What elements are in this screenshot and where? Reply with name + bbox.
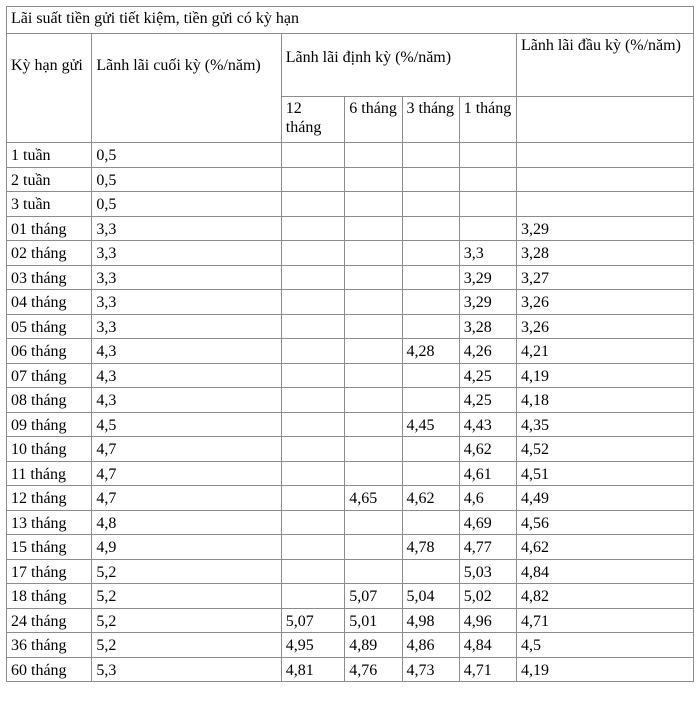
cell-end-of-term: 0,5 [92,167,281,192]
cell-upfront: 4,71 [516,608,693,633]
cell-upfront: 4,19 [516,657,693,682]
table-row [7,339,694,364]
cell-periodic-1: 4,69 [459,510,516,535]
cell-periodic-1: 3,28 [459,314,516,339]
cell-periodic-12 [281,339,344,364]
cell-end-of-term: 3,3 [92,241,281,266]
cell-end-of-term: 4,7 [92,486,281,511]
table-row [7,167,694,192]
cell-periodic-6 [345,363,402,388]
cell-periodic-12 [281,388,344,413]
cell-upfront: 4,18 [516,388,693,413]
cell-periodic-12 [281,167,344,192]
cell-periodic-12 [281,290,344,315]
cell-periodic-6: 5,01 [345,608,402,633]
cell-periodic-12 [281,265,344,290]
cell-periodic-3: 4,45 [402,412,459,437]
cell-periodic-1: 4,71 [459,657,516,682]
cell-periodic-3 [402,510,459,535]
cell-periodic-6 [345,510,402,535]
cell-end-of-term: 4,3 [92,339,281,364]
cell-periodic-12 [281,412,344,437]
cell-periodic-3 [402,388,459,413]
cell-periodic-1: 4,25 [459,363,516,388]
cell-periodic-6 [345,559,402,584]
cell-term: 09 tháng [7,412,92,437]
cell-periodic-6: 4,89 [345,633,402,658]
table-row [7,216,694,241]
cell-periodic-12 [281,510,344,535]
header-end-of-term [92,34,281,143]
cell-periodic-3: 4,73 [402,657,459,682]
cell-term: 13 tháng [7,510,92,535]
cell-periodic-1: 5,02 [459,584,516,609]
cell-periodic-12 [281,143,344,168]
cell-end-of-term: 5,2 [92,633,281,658]
cell-upfront: 4,52 [516,437,693,462]
cell-term: 2 tuần [7,167,92,192]
cell-end-of-term: 4,8 [92,510,281,535]
cell-upfront: 4,19 [516,363,693,388]
cell-term: 04 tháng [7,290,92,315]
cell-periodic-6 [345,339,402,364]
table-row [7,290,694,315]
table-row [7,388,694,413]
cell-end-of-term: 0,5 [92,143,281,168]
cell-term: 17 tháng [7,559,92,584]
header-upfront-empty [516,97,693,143]
cell-periodic-6 [345,437,402,462]
cell-upfront: 4,56 [516,510,693,535]
cell-periodic-6 [345,265,402,290]
cell-end-of-term: 4,3 [92,388,281,413]
header-upfront: Lãnh lãi đầu kỳ (%/năm) [516,34,693,97]
cell-periodic-6 [345,412,402,437]
cell-periodic-1: 4,43 [459,412,516,437]
cell-upfront: 4,21 [516,339,693,364]
cell-periodic-1 [459,167,516,192]
table-row [7,192,694,217]
cell-term: 02 tháng [7,241,92,266]
cell-upfront: 4,82 [516,584,693,609]
cell-upfront: 3,26 [516,314,693,339]
cell-term: 12 tháng [7,486,92,511]
cell-periodic-1: 3,3 [459,241,516,266]
cell-upfront: 4,51 [516,461,693,486]
cell-periodic-3: 4,98 [402,608,459,633]
cell-periodic-1 [459,143,516,168]
cell-end-of-term: 4,5 [92,412,281,437]
cell-periodic-3: 4,28 [402,339,459,364]
cell-periodic-3: 4,78 [402,535,459,560]
cell-term: 05 tháng [7,314,92,339]
cell-periodic-3: 4,62 [402,486,459,511]
cell-end-of-term: 4,3 [92,363,281,388]
cell-upfront [516,192,693,217]
cell-end-of-term: 3,3 [92,314,281,339]
cell-term: 10 tháng [7,437,92,462]
cell-periodic-6 [345,290,402,315]
cell-periodic-12 [281,314,344,339]
cell-end-of-term: 5,2 [92,559,281,584]
cell-periodic-3 [402,461,459,486]
table-row [7,314,694,339]
cell-upfront: 3,26 [516,290,693,315]
cell-term: 24 tháng [7,608,92,633]
table-row [7,510,694,535]
table-row [7,608,694,633]
cell-periodic-12 [281,461,344,486]
cell-periodic-12: 5,07 [281,608,344,633]
cell-periodic-6 [345,192,402,217]
table-row [7,461,694,486]
table-row [7,437,694,462]
cell-term: 36 tháng [7,633,92,658]
cell-end-of-term: 4,9 [92,535,281,560]
cell-periodic-1: 3,29 [459,290,516,315]
cell-upfront: 4,62 [516,535,693,560]
cell-end-of-term: 3,3 [92,265,281,290]
cell-periodic-6 [345,143,402,168]
cell-periodic-1 [459,216,516,241]
interest-rate-table [6,6,694,682]
table-title: Lãi suất tiền gửi tiết kiệm, tiền gửi có kỳ hạn [7,7,694,34]
table-row [7,241,694,266]
cell-periodic-1: 4,26 [459,339,516,364]
cell-periodic-3 [402,363,459,388]
cell-periodic-12 [281,192,344,217]
cell-end-of-term: 5,3 [92,657,281,682]
cell-periodic-6 [345,388,402,413]
table-row [7,559,694,584]
header-periodic-1: 1 tháng [459,97,516,143]
cell-end-of-term: 3,3 [92,290,281,315]
cell-term: 18 tháng [7,584,92,609]
cell-periodic-12 [281,363,344,388]
table-row [7,363,694,388]
table-row [7,535,694,560]
cell-periodic-6: 5,07 [345,584,402,609]
cell-periodic-12 [281,535,344,560]
cell-periodic-3: 4,86 [402,633,459,658]
table-row [7,265,694,290]
cell-periodic-12 [281,216,344,241]
cell-end-of-term: 4,7 [92,461,281,486]
cell-periodic-1: 4,84 [459,633,516,658]
cell-periodic-6 [345,241,402,266]
cell-term: 11 tháng [7,461,92,486]
cell-periodic-3 [402,290,459,315]
cell-periodic-1 [459,192,516,217]
cell-end-of-term: 5,2 [92,608,281,633]
cell-periodic-6 [345,535,402,560]
cell-end-of-term: 3,3 [92,216,281,241]
table-row [7,633,694,658]
table-row [7,486,694,511]
cell-periodic-1: 4,96 [459,608,516,633]
cell-term: 01 tháng [7,216,92,241]
cell-end-of-term: 0,5 [92,192,281,217]
cell-periodic-12: 4,81 [281,657,344,682]
cell-periodic-12 [281,486,344,511]
cell-periodic-3 [402,437,459,462]
header-term [7,34,92,143]
cell-periodic-6: 4,76 [345,657,402,682]
header-term-text: Kỳ hạn gửi [11,57,83,74]
cell-upfront: 3,28 [516,241,693,266]
cell-upfront: 4,49 [516,486,693,511]
table-body [7,143,694,682]
cell-periodic-6 [345,167,402,192]
cell-upfront: 3,29 [516,216,693,241]
cell-periodic-12 [281,241,344,266]
header-periodic [281,34,516,97]
cell-term: 3 tuần [7,192,92,217]
cell-upfront: 4,35 [516,412,693,437]
cell-upfront: 3,27 [516,265,693,290]
table-row [7,657,694,682]
cell-term: 1 tuần [7,143,92,168]
cell-periodic-6: 4,65 [345,486,402,511]
cell-end-of-term: 5,2 [92,584,281,609]
cell-periodic-3 [402,265,459,290]
cell-upfront: 4,5 [516,633,693,658]
cell-periodic-12: 4,95 [281,633,344,658]
cell-upfront: 4,84 [516,559,693,584]
cell-term: 03 tháng [7,265,92,290]
header-periodic-3: 3 tháng [402,97,459,143]
cell-periodic-12 [281,584,344,609]
header-end-of-term-text: Lãnh lãi cuối kỳ (%/năm) [96,57,261,74]
cell-periodic-1: 4,25 [459,388,516,413]
cell-periodic-1: 4,77 [459,535,516,560]
cell-periodic-1: 4,61 [459,461,516,486]
cell-periodic-3: 5,04 [402,584,459,609]
cell-periodic-1: 5,03 [459,559,516,584]
header-periodic-6: 6 tháng [345,97,402,143]
cell-upfront [516,143,693,168]
table-row [7,584,694,609]
header-periodic-text: Lãnh lãi định kỳ (%/năm) [285,49,452,66]
cell-end-of-term: 4,7 [92,437,281,462]
cell-term: 08 tháng [7,388,92,413]
cell-upfront [516,167,693,192]
cell-periodic-3 [402,216,459,241]
cell-periodic-3 [402,314,459,339]
cell-term: 60 tháng [7,657,92,682]
cell-periodic-6 [345,216,402,241]
cell-periodic-1: 4,6 [459,486,516,511]
cell-periodic-3 [402,559,459,584]
cell-periodic-1: 3,29 [459,265,516,290]
cell-term: 07 tháng [7,363,92,388]
table-row [7,412,694,437]
cell-periodic-3 [402,241,459,266]
cell-periodic-1: 4,62 [459,437,516,462]
cell-periodic-3 [402,143,459,168]
header-periodic-12: 12 tháng [281,97,344,143]
cell-periodic-6 [345,461,402,486]
cell-periodic-6 [345,314,402,339]
cell-periodic-3 [402,167,459,192]
cell-periodic-12 [281,437,344,462]
cell-periodic-3 [402,192,459,217]
cell-term: 15 tháng [7,535,92,560]
cell-periodic-12 [281,559,344,584]
cell-term: 06 tháng [7,339,92,364]
table-row [7,143,694,168]
